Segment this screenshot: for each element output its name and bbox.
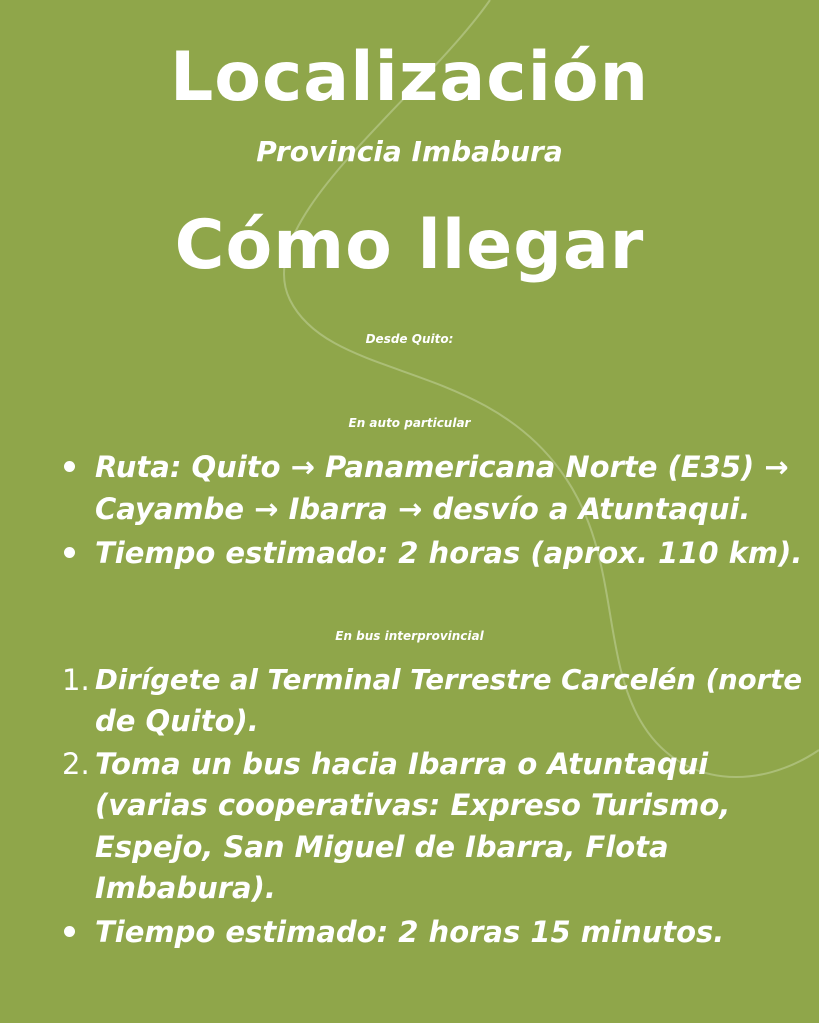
page-title: Localización <box>169 38 650 117</box>
car-route-line1: Ruta: Quito → Panamericana Norte (E35) → <box>95 450 789 484</box>
bullet-icon <box>64 547 75 558</box>
province-subtitle: Provincia Imbabura <box>256 135 563 168</box>
from-heading: Desde Quito: <box>365 332 454 346</box>
car-time: Tiempo estimado: 2 horas (aprox. 110 km). <box>95 536 803 570</box>
bus-step1-line1: Dirígete al Terminal Terrestre Carcelén (norte <box>95 664 802 696</box>
bus-heading: En bus interprovincial <box>335 629 484 643</box>
car-heading: En auto particular <box>348 416 471 430</box>
step-number: 1. <box>62 663 90 697</box>
directions-title: Cómo llegar <box>174 206 645 285</box>
bus-step2-line2: (varias cooperativas: Expreso Turismo, <box>95 788 731 822</box>
bus-step2-line4: Imbabura). <box>95 871 276 905</box>
bus-step2-line1: Toma un bus hacia Ibarra o Atuntaqui <box>95 747 709 781</box>
bullet-icon <box>64 461 75 472</box>
step-number: 2. <box>62 747 90 781</box>
bullet-icon <box>64 926 75 937</box>
bus-time: Tiempo estimado: 2 horas 15 minutos. <box>95 915 725 949</box>
car-route-line2: Cayambe → Ibarra → desvío a Atuntaqui. <box>95 492 751 526</box>
bus-step2-line3: Espejo, San Miguel de Ibarra, Flota <box>95 830 669 864</box>
bus-step1-line2: de Quito). <box>95 704 259 738</box>
